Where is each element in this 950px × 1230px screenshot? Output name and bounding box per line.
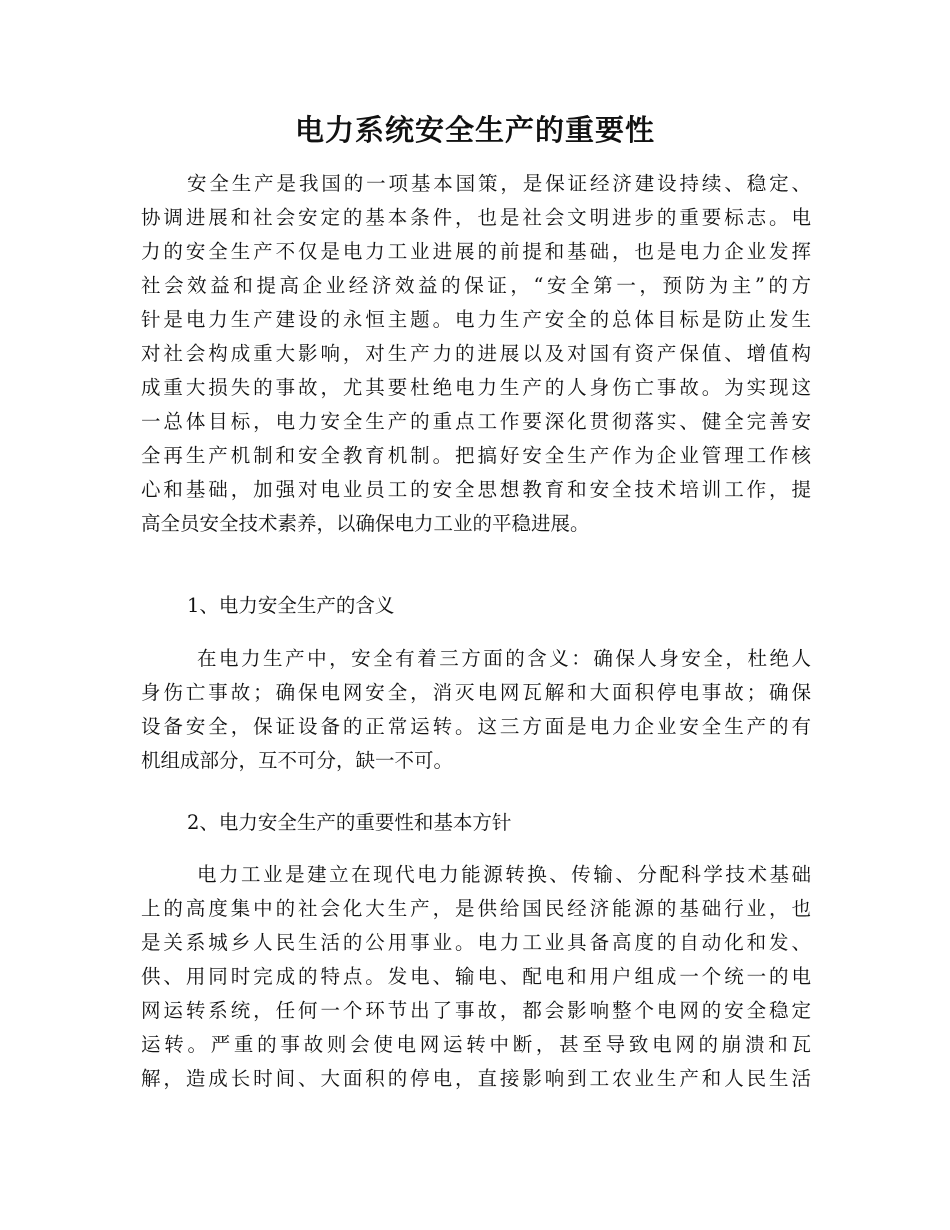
section-heading-2: 2、电力安全生产的重要性和基本方针: [187, 811, 512, 834]
paragraph-1-line: 成重大损失的事故，尤其要杜绝电力生产的人身伤亡事故。为实现这: [141, 376, 811, 399]
paragraph-3-line: 电力工业是建立在现代电力能源转换、传输、分配科学技术基础: [197, 863, 811, 886]
paragraph-1-line: 一总体目标，电力安全生产的重点工作要深化贯彻落实、健全完善安: [141, 410, 811, 433]
paragraph-1-line: 安全生产是我国的一项基本国策，是保证经济建设持续、稳定、: [187, 172, 811, 195]
document-title: 电力系统安全生产的重要性: [294, 113, 655, 147]
paragraph-1-line: 力的安全生产不仅是电力工业进展的前提和基础，也是电力企业发挥: [141, 240, 811, 263]
paragraph-3-line: 运转。严重的事故则会使电网运转中断，甚至导致电网的崩溃和瓦: [141, 1033, 811, 1056]
paragraph-1-line: 对社会构成重大影响，对生产力的进展以及对国有资产保值、增值构: [141, 342, 811, 365]
paragraph-1-line: 协调进展和社会安定的基本条件，也是社会文明进步的重要标志。电: [141, 206, 811, 229]
paragraph-2-line: 身伤亡事故；确保电网安全，消灭电网瓦解和大面积停电事故；确保: [141, 681, 811, 704]
paragraph-3-line: 上的高度集中的社会化大生产，是供给国民经济能源的基础行业，也: [141, 897, 811, 920]
section-heading-1: 1、电力安全生产的含义: [187, 594, 395, 617]
paragraph-2-line: 机组成部分，互不可分，缺一不可。: [141, 749, 454, 772]
paragraph-1-line: 高全员安全技术素养，以确保电力工业的平稳进展。: [141, 512, 590, 535]
paragraph-2-line: 设备安全，保证设备的正常运转。这三方面是电力企业安全生产的有: [141, 715, 811, 738]
paragraph-2-line: 在电力生产中，安全有着三方面的含义：确保人身安全，杜绝人: [197, 647, 811, 670]
paragraph-3-line: 是关系城乡人民生活的公用事业。电力工业具备高度的自动化和发、: [141, 931, 811, 954]
paragraph-1-line: 心和基础，加强对电业员工的安全思想教育和安全技术培训工作，提: [141, 478, 811, 501]
paragraph-1-line: 针是电力生产建设的永恒主题。电力生产安全的总体目标是防止发生: [141, 308, 811, 331]
paragraph-3-line: 供、用同时完成的特点。发电、输电、配电和用户组成一个统一的电: [141, 965, 811, 988]
paragraph-1-line: 社会效益和提高企业经济效益的保证，“安全第一，预防为主”的方: [141, 274, 811, 297]
paragraph-3-line: 网运转系统，任何一个环节出了事故，都会影响整个电网的安全稳定: [141, 999, 811, 1022]
paragraph-3-line: 解，造成长时间、大面积的停电，直接影响到工农业生产和人民生活: [141, 1067, 811, 1090]
paragraph-1-line: 全再生产机制和安全教育机制。把搞好安全生产作为企业管理工作核: [141, 444, 811, 467]
